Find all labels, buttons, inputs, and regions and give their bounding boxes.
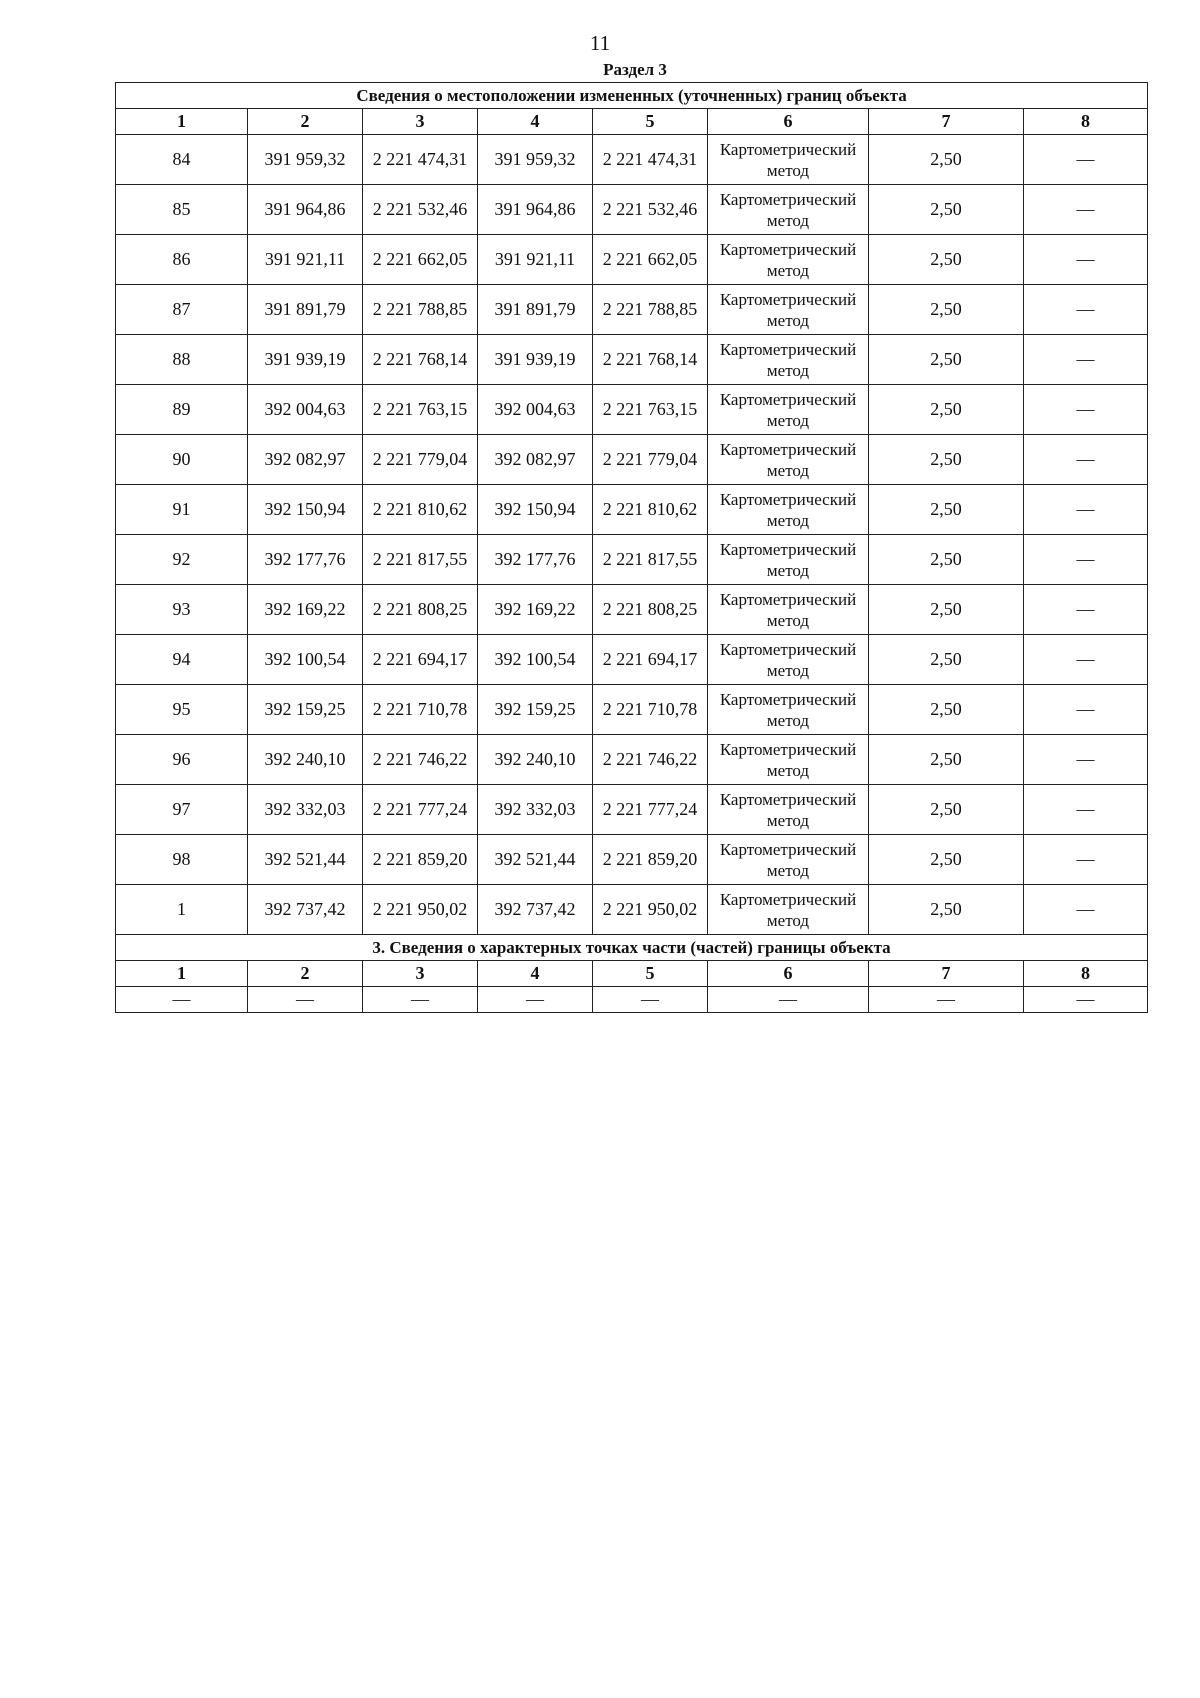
table-row bbox=[116, 385, 1148, 435]
table-row bbox=[116, 735, 1148, 785]
column-number-7: 7 bbox=[869, 961, 1024, 987]
table-row bbox=[116, 885, 1148, 935]
note-cell: — bbox=[1024, 135, 1148, 185]
table-caption-parts-row bbox=[116, 935, 1148, 961]
y-new-cell: 2 221 779,04 bbox=[593, 435, 708, 485]
x-old-cell: 391 959,32 bbox=[248, 135, 363, 185]
y-old-cell: 2 221 710,78 bbox=[363, 685, 478, 735]
note-cell: — bbox=[1024, 285, 1148, 335]
column-number-7: 7 bbox=[869, 109, 1024, 135]
x-old-cell: 392 332,03 bbox=[248, 785, 363, 835]
column-number-1: 1 bbox=[116, 109, 248, 135]
y-old-cell: 2 221 474,31 bbox=[363, 135, 478, 185]
y-new-cell: 2 221 763,15 bbox=[593, 385, 708, 435]
point-number-cell: 87 bbox=[116, 285, 248, 335]
accuracy-cell: 2,50 bbox=[869, 835, 1024, 885]
note-cell: — bbox=[1024, 635, 1148, 685]
x-old-cell: 391 921,11 bbox=[248, 235, 363, 285]
method-cell: Картометрический метод bbox=[708, 235, 869, 285]
table-row bbox=[116, 485, 1148, 535]
parts-empty-row bbox=[116, 987, 1148, 1013]
x-old-cell: 392 082,97 bbox=[248, 435, 363, 485]
note-cell: — bbox=[1024, 385, 1148, 435]
point-number-cell: 86 bbox=[116, 235, 248, 285]
column-number-5: 5 bbox=[593, 109, 708, 135]
accuracy-cell: 2,50 bbox=[869, 635, 1024, 685]
column-number-8: 8 bbox=[1024, 961, 1148, 987]
column-number-2: 2 bbox=[248, 961, 363, 987]
x-old-cell: 392 521,44 bbox=[248, 835, 363, 885]
x-new-cell: 392 169,22 bbox=[478, 585, 593, 635]
accuracy-cell: 2,50 bbox=[869, 785, 1024, 835]
table-row bbox=[116, 435, 1148, 485]
column-number-4: 4 bbox=[478, 109, 593, 135]
y-new-cell: 2 221 788,85 bbox=[593, 285, 708, 335]
y-old-cell: 2 221 779,04 bbox=[363, 435, 478, 485]
note-cell: — bbox=[1024, 185, 1148, 235]
y-new-cell: 2 221 950,02 bbox=[593, 885, 708, 935]
x-new-cell: 391 939,19 bbox=[478, 335, 593, 385]
x-new-cell: 392 521,44 bbox=[478, 835, 593, 885]
x-new-cell: 392 240,10 bbox=[478, 735, 593, 785]
point-number-cell: 97 bbox=[116, 785, 248, 835]
x-old-cell: 392 159,25 bbox=[248, 685, 363, 735]
point-number-cell: 91 bbox=[116, 485, 248, 535]
y-old-cell: 2 221 859,20 bbox=[363, 835, 478, 885]
x-new-cell: 392 150,94 bbox=[478, 485, 593, 535]
method-cell: Картометрический метод bbox=[708, 435, 869, 485]
table-row bbox=[116, 685, 1148, 735]
y-old-cell: 2 221 532,46 bbox=[363, 185, 478, 235]
column-number-3: 3 bbox=[363, 961, 478, 987]
point-number-cell: 85 bbox=[116, 185, 248, 235]
table-row bbox=[116, 335, 1148, 385]
y-old-cell: 2 221 746,22 bbox=[363, 735, 478, 785]
accuracy-cell: 2,50 bbox=[869, 885, 1024, 935]
note-cell: — bbox=[1024, 335, 1148, 385]
empty-dash-cell: — bbox=[248, 987, 363, 1013]
x-old-cell: 392 004,63 bbox=[248, 385, 363, 435]
table-row bbox=[116, 235, 1148, 285]
y-old-cell: 2 221 662,05 bbox=[363, 235, 478, 285]
x-old-cell: 391 891,79 bbox=[248, 285, 363, 335]
accuracy-cell: 2,50 bbox=[869, 585, 1024, 635]
point-number-cell: 92 bbox=[116, 535, 248, 585]
table-row bbox=[116, 585, 1148, 635]
column-number-8: 8 bbox=[1024, 109, 1148, 135]
y-new-cell: 2 221 662,05 bbox=[593, 235, 708, 285]
note-cell: — bbox=[1024, 735, 1148, 785]
empty-dash-cell: — bbox=[363, 987, 478, 1013]
parts-header-row bbox=[116, 961, 1148, 987]
point-number-cell: 95 bbox=[116, 685, 248, 735]
note-cell: — bbox=[1024, 785, 1148, 835]
point-number-cell: 88 bbox=[116, 335, 248, 385]
y-old-cell: 2 221 763,15 bbox=[363, 385, 478, 435]
table-row bbox=[116, 285, 1148, 335]
method-cell: Картометрический метод bbox=[708, 385, 869, 435]
method-cell: Картометрический метод bbox=[708, 485, 869, 535]
x-new-cell: 392 004,63 bbox=[478, 385, 593, 435]
y-new-cell: 2 221 532,46 bbox=[593, 185, 708, 235]
y-old-cell: 2 221 788,85 bbox=[363, 285, 478, 335]
point-number-cell: 1 bbox=[116, 885, 248, 935]
accuracy-cell: 2,50 bbox=[869, 685, 1024, 735]
y-new-cell: 2 221 694,17 bbox=[593, 635, 708, 685]
table-row bbox=[116, 635, 1148, 685]
x-old-cell: 392 177,76 bbox=[248, 535, 363, 585]
empty-dash-cell: — bbox=[1024, 987, 1148, 1013]
method-cell: Картометрический метод bbox=[708, 735, 869, 785]
y-old-cell: 2 221 810,62 bbox=[363, 485, 478, 535]
accuracy-cell: 2,50 bbox=[869, 285, 1024, 335]
y-new-cell: 2 221 710,78 bbox=[593, 685, 708, 735]
column-number-6: 6 bbox=[708, 109, 869, 135]
y-new-cell: 2 221 474,31 bbox=[593, 135, 708, 185]
y-old-cell: 2 221 808,25 bbox=[363, 585, 478, 635]
x-new-cell: 392 082,97 bbox=[478, 435, 593, 485]
y-new-cell: 2 221 746,22 bbox=[593, 735, 708, 785]
accuracy-cell: 2,50 bbox=[869, 435, 1024, 485]
table-caption-boundaries: Сведения о местоположении измененных (уточненных) границ объекта bbox=[116, 83, 1148, 109]
x-new-cell: 392 177,76 bbox=[478, 535, 593, 585]
point-number-cell: 96 bbox=[116, 735, 248, 785]
x-new-cell: 391 891,79 bbox=[478, 285, 593, 335]
y-new-cell: 2 221 808,25 bbox=[593, 585, 708, 635]
method-cell: Картометрический метод bbox=[708, 335, 869, 385]
y-old-cell: 2 221 768,14 bbox=[363, 335, 478, 385]
note-cell: — bbox=[1024, 485, 1148, 535]
empty-dash-cell: — bbox=[708, 987, 869, 1013]
table-row bbox=[116, 135, 1148, 185]
column-number-3: 3 bbox=[363, 109, 478, 135]
table-row bbox=[116, 185, 1148, 235]
method-cell: Картометрический метод bbox=[708, 535, 869, 585]
x-old-cell: 392 150,94 bbox=[248, 485, 363, 535]
method-cell: Картометрический метод bbox=[708, 835, 869, 885]
table-caption-boundaries-row bbox=[116, 83, 1148, 109]
column-number-4: 4 bbox=[478, 961, 593, 987]
table-row bbox=[116, 835, 1148, 885]
method-cell: Картометрический метод bbox=[708, 285, 869, 335]
table-header-row bbox=[116, 109, 1148, 135]
accuracy-cell: 2,50 bbox=[869, 735, 1024, 785]
x-new-cell: 392 100,54 bbox=[478, 635, 593, 685]
column-number-2: 2 bbox=[248, 109, 363, 135]
x-new-cell: 392 159,25 bbox=[478, 685, 593, 735]
note-cell: — bbox=[1024, 535, 1148, 585]
y-new-cell: 2 221 817,55 bbox=[593, 535, 708, 585]
table-row bbox=[116, 535, 1148, 585]
note-cell: — bbox=[1024, 435, 1148, 485]
table-caption-parts: 3. Сведения о характерных точках части (частей) границы объекта bbox=[116, 935, 1148, 961]
note-cell: — bbox=[1024, 585, 1148, 635]
section-title: Раздел 3 bbox=[603, 60, 667, 79]
empty-dash-cell: — bbox=[869, 987, 1024, 1013]
x-old-cell: 392 737,42 bbox=[248, 885, 363, 935]
note-cell: — bbox=[1024, 685, 1148, 735]
x-old-cell: 391 939,19 bbox=[248, 335, 363, 385]
x-old-cell: 392 240,10 bbox=[248, 735, 363, 785]
accuracy-cell: 2,50 bbox=[869, 485, 1024, 535]
column-number-1: 1 bbox=[116, 961, 248, 987]
method-cell: Картометрический метод bbox=[708, 685, 869, 735]
y-new-cell: 2 221 777,24 bbox=[593, 785, 708, 835]
x-old-cell: 391 964,86 bbox=[248, 185, 363, 235]
y-new-cell: 2 221 859,20 bbox=[593, 835, 708, 885]
y-old-cell: 2 221 950,02 bbox=[363, 885, 478, 935]
point-number-cell: 93 bbox=[116, 585, 248, 635]
accuracy-cell: 2,50 bbox=[869, 385, 1024, 435]
coordinates-table-body bbox=[116, 83, 1148, 1013]
empty-dash-cell: — bbox=[116, 987, 248, 1013]
x-old-cell: 392 100,54 bbox=[248, 635, 363, 685]
note-cell: — bbox=[1024, 235, 1148, 285]
method-cell: Картометрический метод bbox=[708, 135, 869, 185]
y-new-cell: 2 221 768,14 bbox=[593, 335, 708, 385]
x-new-cell: 391 964,86 bbox=[478, 185, 593, 235]
coordinates-table bbox=[115, 82, 1148, 1013]
y-new-cell: 2 221 810,62 bbox=[593, 485, 708, 535]
method-cell: Картометрический метод bbox=[708, 885, 869, 935]
accuracy-cell: 2,50 bbox=[869, 335, 1024, 385]
x-new-cell: 392 737,42 bbox=[478, 885, 593, 935]
y-old-cell: 2 221 694,17 bbox=[363, 635, 478, 685]
y-old-cell: 2 221 777,24 bbox=[363, 785, 478, 835]
method-cell: Картометрический метод bbox=[708, 635, 869, 685]
accuracy-cell: 2,50 bbox=[869, 135, 1024, 185]
point-number-cell: 89 bbox=[116, 385, 248, 435]
point-number-cell: 84 bbox=[116, 135, 248, 185]
note-cell: — bbox=[1024, 885, 1148, 935]
x-new-cell: 391 921,11 bbox=[478, 235, 593, 285]
note-cell: — bbox=[1024, 835, 1148, 885]
y-old-cell: 2 221 817,55 bbox=[363, 535, 478, 585]
accuracy-cell: 2,50 bbox=[869, 235, 1024, 285]
empty-dash-cell: — bbox=[478, 987, 593, 1013]
table-row bbox=[116, 785, 1148, 835]
x-new-cell: 391 959,32 bbox=[478, 135, 593, 185]
x-old-cell: 392 169,22 bbox=[248, 585, 363, 635]
point-number-cell: 94 bbox=[116, 635, 248, 685]
column-number-5: 5 bbox=[593, 961, 708, 987]
page-number: 11 bbox=[589, 31, 611, 55]
column-number-6: 6 bbox=[708, 961, 869, 987]
accuracy-cell: 2,50 bbox=[869, 535, 1024, 585]
method-cell: Картометрический метод bbox=[708, 585, 869, 635]
empty-dash-cell: — bbox=[593, 987, 708, 1013]
method-cell: Картометрический метод bbox=[708, 185, 869, 235]
point-number-cell: 98 bbox=[116, 835, 248, 885]
accuracy-cell: 2,50 bbox=[869, 185, 1024, 235]
point-number-cell: 90 bbox=[116, 435, 248, 485]
method-cell: Картометрический метод bbox=[708, 785, 869, 835]
x-new-cell: 392 332,03 bbox=[478, 785, 593, 835]
